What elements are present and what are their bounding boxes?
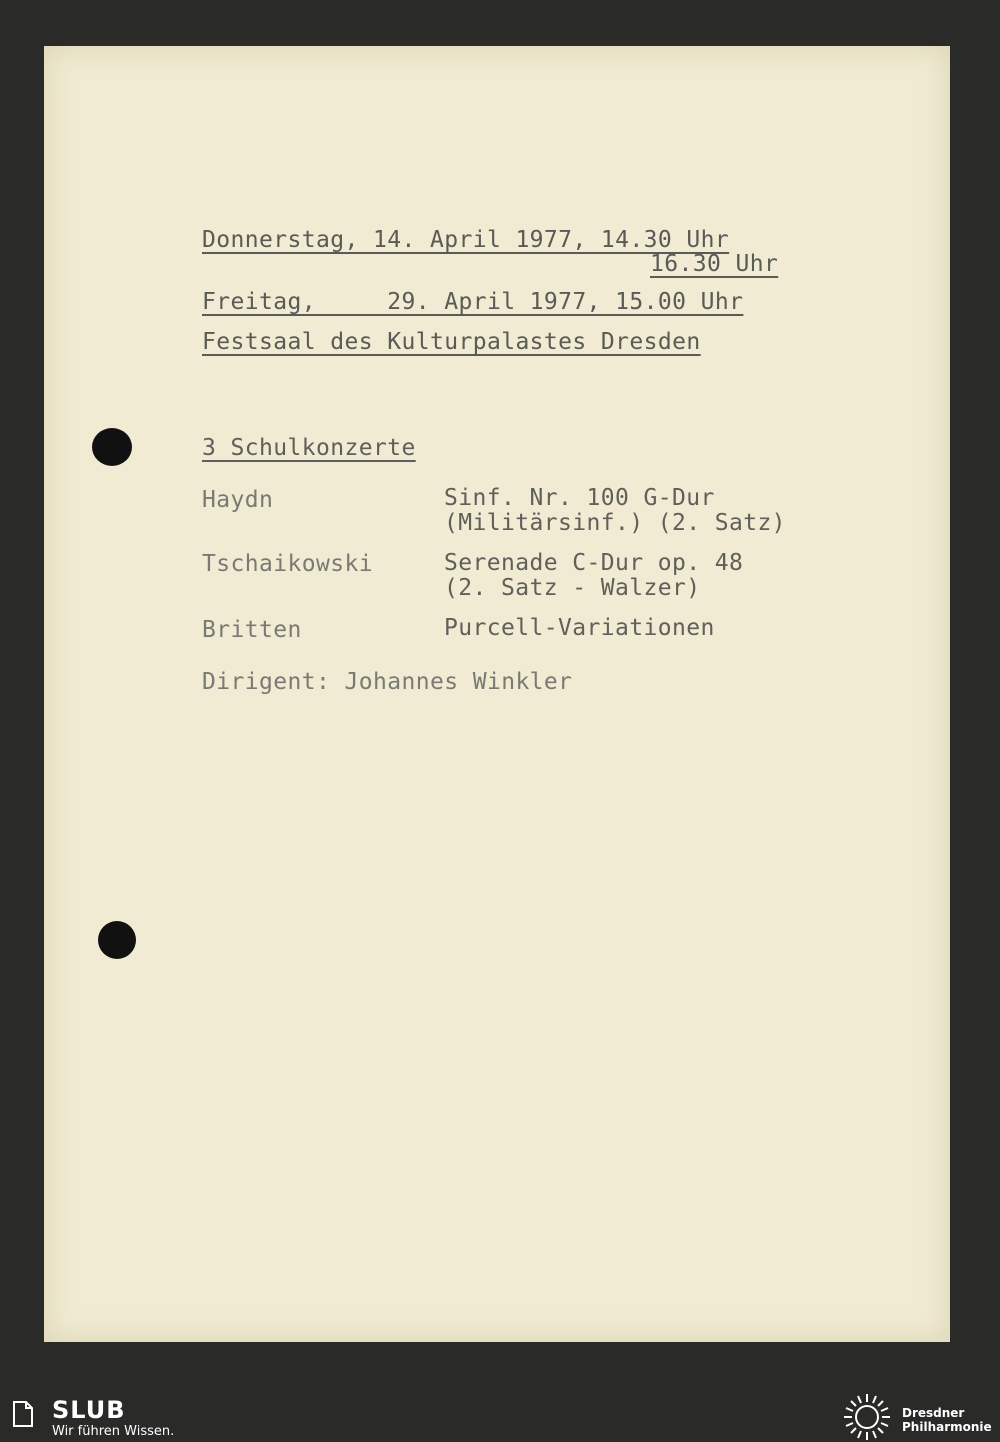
library-name: SLUB	[52, 1396, 126, 1424]
philharmonie-logo-icon	[842, 1392, 892, 1442]
conductor-line: Dirigent: Johannes Winkler	[202, 669, 573, 695]
section-title: 3 Schulkonzerte	[202, 435, 416, 461]
composer-tschaikowski: Tschaikowski	[202, 551, 373, 577]
date-line-thursday: Donnerstag, 14. April 1977, 14.30 Uhr	[202, 227, 730, 253]
work-britten-line1: Purcell-Variationen	[444, 615, 715, 641]
partner-name-line1: Dresdner	[902, 1406, 965, 1420]
time-line-second: 16.30 Uhr	[650, 251, 779, 277]
work-haydn-line2: (Militärsinf.) (2. Satz)	[444, 510, 786, 536]
work-haydn-line1: Sinf. Nr. 100 G-Dur	[444, 485, 715, 511]
partner-name	[902, 1406, 992, 1434]
work-tschaikowski-line2: (2. Satz - Walzer)	[444, 575, 701, 601]
punch-hole-icon	[98, 921, 136, 959]
partner-name-line2: Philharmonie	[902, 1420, 992, 1434]
composer-haydn: Haydn	[202, 487, 274, 513]
composer-britten: Britten	[202, 617, 302, 643]
library-tagline: Wir führen Wissen.	[52, 1424, 175, 1439]
date-line-friday: Freitag, 29. April 1977, 15.00 Uhr	[202, 289, 744, 315]
venue-line: Festsaal des Kulturpalastes Dresden	[202, 329, 701, 355]
work-tschaikowski-line1: Serenade C-Dur op. 48	[444, 550, 744, 576]
punch-hole-icon	[92, 428, 132, 466]
slub-logo-icon	[12, 1400, 34, 1428]
viewer-footer	[0, 1388, 1000, 1442]
